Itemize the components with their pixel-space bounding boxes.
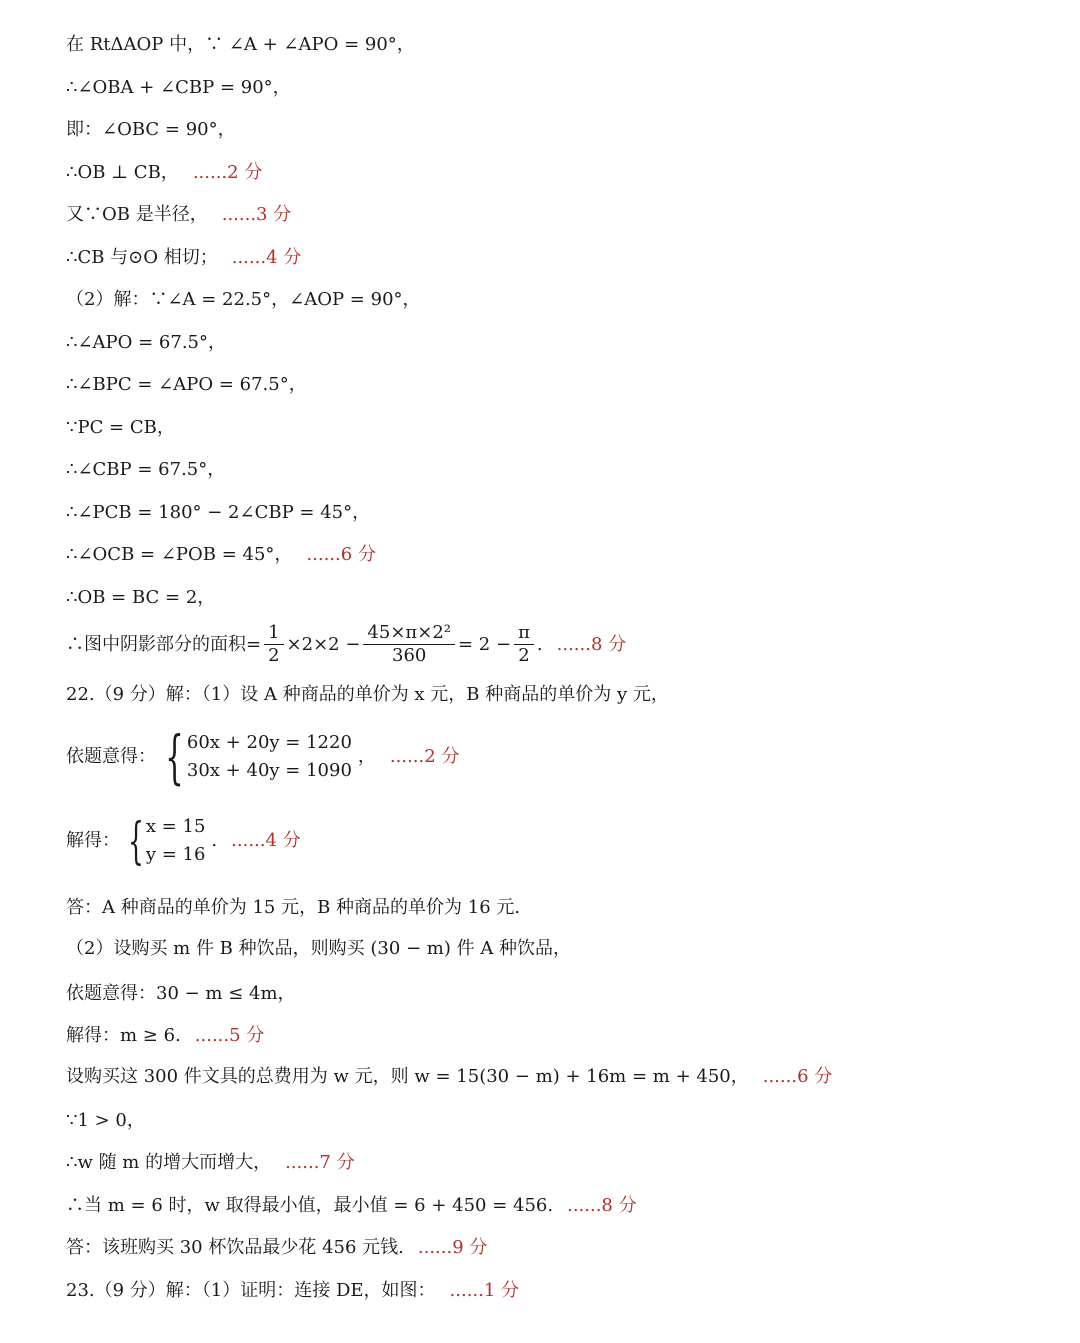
score-mark: ......7 分 (285, 1152, 355, 1173)
equation-row: y = 16 (145, 844, 206, 865)
line-text: （2）设购买 m 件 B 种饮品，则购买 (30 − m) 件 A 种饮品， (66, 938, 572, 959)
part-2-line-6 (66, 1151, 355, 1175)
fraction-sector-area (363, 622, 455, 667)
equation-system-1 (66, 723, 460, 791)
answer-line-1 (66, 896, 520, 920)
equation-row: 30x + 40y = 1090 (186, 760, 352, 781)
proof-line-5 (66, 203, 291, 227)
score-mark: ......8 分 (556, 633, 627, 655)
line-text: 设购买这 300 件文具的总费用为 w 元，则 w = 15(30 − m) + 16m = m + 450， (66, 1066, 749, 1087)
line-text: 解得：m ≥ 6. (66, 1025, 181, 1046)
score-mark: ......2 分 (389, 746, 460, 767)
equation-system (156, 723, 352, 791)
part-2-line-7 (66, 1194, 637, 1218)
line-text: 答：该班购买 30 杯饮品最少花 456 元钱. (66, 1237, 404, 1258)
line-text: 即：∠OBC = 90°， (66, 119, 236, 140)
fraction-denominator: 2 (268, 645, 280, 666)
proof-line-4 (66, 161, 262, 185)
proof-line-14 (66, 586, 215, 610)
formula-end: . (536, 633, 543, 655)
line-text: 依题意得：30 − m ≤ 4m， (66, 983, 296, 1004)
line-text: ∴CB 与⊙O 相切； (66, 247, 218, 268)
line-text: 22.（9 分）解：（1）设 A 种商品的单价为 x 元，B 种商品的单价为 y 元， (66, 684, 669, 705)
fraction-denominator: 360 (392, 645, 427, 666)
line-text: ∴∠PCB = 180° − 2∠CBP = 45°， (66, 502, 371, 523)
part-2-line-5 (66, 1109, 145, 1133)
line-text: ∴∠OCB = ∠POB = 45°， (66, 544, 293, 565)
fraction-one-half (264, 622, 283, 667)
part-2-line-2 (66, 982, 296, 1006)
formula-middle: ×2×2 − (286, 633, 361, 655)
proof-line-12 (66, 501, 370, 525)
problem-23-heading (66, 1279, 519, 1303)
score-mark: ......4 分 (231, 830, 301, 851)
part-2-line-3 (66, 1024, 264, 1048)
line-text: ∴∠OBA + ∠CBP = 90°， (66, 77, 291, 98)
score-mark: ......9 分 (417, 1237, 488, 1258)
solution-system (120, 813, 205, 869)
score-mark: ......4 分 (231, 247, 302, 268)
proof-line-3 (66, 118, 236, 142)
equation-rows (187, 729, 352, 785)
score-mark: ......2 分 (192, 162, 263, 183)
line-end: ， (357, 746, 376, 767)
line-text: ∵1 > 0， (66, 1110, 145, 1131)
score-mark: ......5 分 (194, 1025, 265, 1046)
equation-system-2 (66, 813, 301, 869)
line-prefix: 依题意得： (66, 746, 156, 767)
equation-row: x = 15 (145, 816, 206, 837)
score-mark: ......6 分 (762, 1066, 833, 1087)
line-prefix: 解得： (66, 830, 120, 851)
proof-line-1 (66, 33, 415, 57)
proof-line-2 (66, 76, 291, 100)
line-text: ∴∠BPC = ∠APO = 67.5°， (66, 374, 307, 395)
formula-prefix: ∴图中阴影部分的面积= (66, 633, 262, 655)
equation-rows (146, 813, 206, 869)
proof-line-6 (66, 246, 301, 270)
shaded-area-formula (66, 622, 626, 667)
proof-line-8 (66, 331, 226, 355)
proof-line-9 (66, 373, 307, 397)
line-end: . (211, 830, 218, 851)
line-text: 23.（9 分）解：（1）证明：连接 DE，如图： (66, 1280, 436, 1301)
score-mark: ......6 分 (306, 544, 376, 565)
answer-line-2 (66, 1236, 487, 1260)
line-text: （2）解：∵∠A = 22.5°，∠AOP = 90°， (66, 289, 421, 310)
line-text: ∴w 随 m 的增大而增大， (66, 1152, 272, 1173)
proof-line-7 (66, 288, 421, 312)
line-text: 在 RtΔAOP 中，∵ ∠A + ∠APO = 90°， (66, 34, 415, 55)
formula-equals: = 2 − (458, 633, 512, 655)
fraction-pi-half (514, 622, 534, 667)
fraction-numerator: π (514, 622, 534, 645)
line-text: ∴OB ⊥ CB， (66, 162, 179, 183)
line-text: ∴OB = BC = 2， (66, 587, 216, 608)
proof-line-10 (66, 416, 175, 440)
score-mark: ......3 分 (221, 204, 292, 225)
proof-line-11 (66, 458, 225, 482)
line-text: ∴∠APO = 67.5°， (66, 332, 227, 353)
problem-22-heading (66, 683, 669, 707)
line-text: ∴∠CBP = 67.5°， (66, 459, 226, 480)
line-text: ∴当 m = 6 时，w 取得最小值，最小值 = 6 + 450 = 456. (66, 1195, 554, 1216)
fraction-denominator: 2 (518, 645, 530, 666)
equation-row: 60x + 20y = 1220 (186, 732, 352, 753)
left-brace: { (127, 812, 144, 870)
score-mark: ......1 分 (449, 1280, 520, 1301)
part-2-line-4 (66, 1065, 832, 1089)
line-text: 又∵OB 是半径， (66, 204, 208, 225)
fraction-numerator: 1 (264, 622, 283, 645)
proof-line-13 (66, 543, 376, 567)
part-2-line-1 (66, 937, 571, 961)
line-text: 答：A 种商品的单价为 15 元，B 种商品的单价为 16 元. (66, 897, 521, 918)
left-brace: { (165, 723, 184, 791)
fraction-numerator: 45×π×2² (363, 622, 455, 645)
score-mark: ......8 分 (567, 1195, 637, 1216)
line-text: ∵PC = CB， (66, 417, 175, 438)
